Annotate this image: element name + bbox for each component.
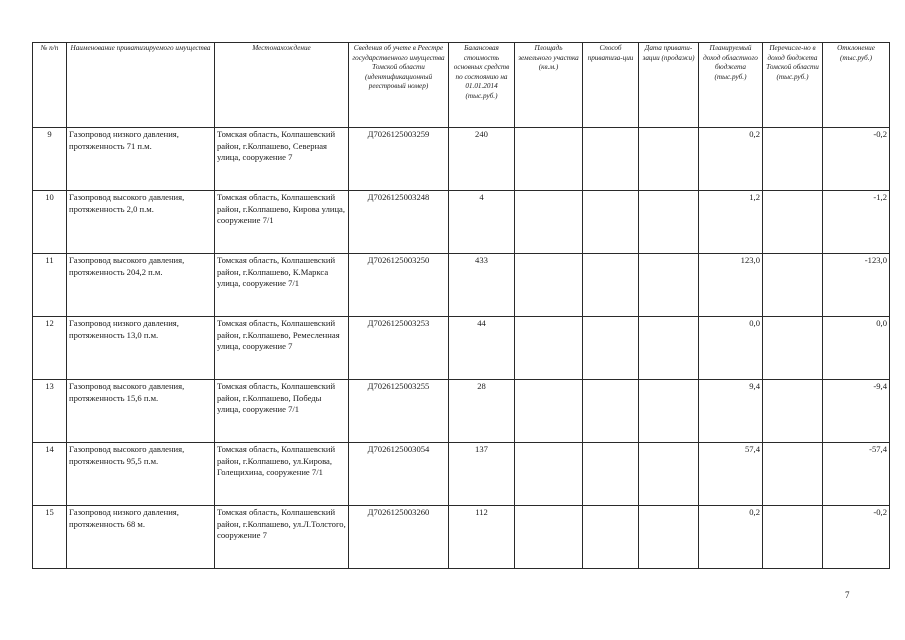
cell-code: Д7026125003260 bbox=[349, 506, 449, 569]
cell-name: Газопровод высокого давления, протяженность 204,2 п.м. bbox=[67, 254, 215, 317]
cell-balance: 28 bbox=[449, 380, 515, 443]
cell-planned: 0,2 bbox=[699, 506, 763, 569]
cell-date bbox=[639, 506, 699, 569]
cell-code: Д7026125003250 bbox=[349, 254, 449, 317]
cell-location: Томская область, Колпашевский район, г.Колпашево, Северная улица, сооружение 7 bbox=[215, 128, 349, 191]
cell-code: Д7026125003248 bbox=[349, 191, 449, 254]
cell-method bbox=[583, 506, 639, 569]
cell-balance: 433 bbox=[449, 254, 515, 317]
table-header-row bbox=[33, 43, 890, 128]
table-row bbox=[33, 254, 890, 317]
cell-deviation: 0,0 bbox=[823, 317, 890, 380]
cell-date bbox=[639, 380, 699, 443]
table-row bbox=[33, 317, 890, 380]
cell-method bbox=[583, 443, 639, 506]
cell-location: Томская область, Колпашевский район, г.Колпашево, Победы улица, сооружение 7/1 bbox=[215, 380, 349, 443]
cell-planned: 1,2 bbox=[699, 191, 763, 254]
cell-name: Газопровод низкого давления, протяженность 13,0 п.м. bbox=[67, 317, 215, 380]
table-row bbox=[33, 506, 890, 569]
cell-method bbox=[583, 128, 639, 191]
cell-location: Томская область, Колпашевский район, г.Колпашево, Ремесленная улица, сооружение 7 bbox=[215, 317, 349, 380]
header-num: № п/п bbox=[33, 43, 67, 128]
cell-planned: 123,0 bbox=[699, 254, 763, 317]
header-registry: Сведения об учете в Реестре государственного имущества Томской области (идентификационный реестровый номер) bbox=[349, 43, 449, 128]
cell-date bbox=[639, 443, 699, 506]
cell-method bbox=[583, 254, 639, 317]
cell-num: 12 bbox=[33, 317, 67, 380]
cell-deviation: -0,2 bbox=[823, 506, 890, 569]
cell-num: 9 bbox=[33, 128, 67, 191]
cell-planned: 0,2 bbox=[699, 128, 763, 191]
cell-transferred bbox=[763, 443, 823, 506]
page-number: 7 bbox=[845, 590, 850, 600]
table-row bbox=[33, 191, 890, 254]
cell-method bbox=[583, 191, 639, 254]
header-location: Местонахождение bbox=[215, 43, 349, 128]
cell-transferred bbox=[763, 128, 823, 191]
cell-deviation: -0,2 bbox=[823, 128, 890, 191]
cell-area bbox=[515, 128, 583, 191]
cell-code: Д7026125003054 bbox=[349, 443, 449, 506]
cell-num: 13 bbox=[33, 380, 67, 443]
table-row bbox=[33, 443, 890, 506]
cell-date bbox=[639, 254, 699, 317]
cell-deviation: -1,2 bbox=[823, 191, 890, 254]
cell-location: Томская область, Колпашевский район, г.Колпашево, ул.Л.Толстого, сооружение 7 bbox=[215, 506, 349, 569]
cell-date bbox=[639, 317, 699, 380]
cell-name: Газопровод высокого давления, протяженность 95,5 п.м. bbox=[67, 443, 215, 506]
cell-date bbox=[639, 128, 699, 191]
cell-transferred bbox=[763, 506, 823, 569]
header-transferred: Перечисле-но в доход бюджета Томской области (тыс.руб.) bbox=[763, 43, 823, 128]
cell-planned: 0,0 bbox=[699, 317, 763, 380]
cell-name: Газопровод высокого давления, протяженность 2,0 п.м. bbox=[67, 191, 215, 254]
cell-code: Д7026125003253 bbox=[349, 317, 449, 380]
cell-balance: 44 bbox=[449, 317, 515, 380]
header-method: Способ приватиза-ции bbox=[583, 43, 639, 128]
table-row bbox=[33, 128, 890, 191]
header-name: Наименование приватизируемого имущества bbox=[67, 43, 215, 128]
cell-deviation: -123,0 bbox=[823, 254, 890, 317]
header-balance: Балансовая стоимость основных средств по состоянию на 01.01.2014 (тыс.руб.) bbox=[449, 43, 515, 128]
privatization-table bbox=[32, 42, 890, 569]
cell-method bbox=[583, 317, 639, 380]
header-planned: Планируемый доход областного бюджета (тыс.руб.) bbox=[699, 43, 763, 128]
cell-num: 10 bbox=[33, 191, 67, 254]
header-date: Дата привати-зации (продажи) bbox=[639, 43, 699, 128]
cell-area bbox=[515, 317, 583, 380]
cell-transferred bbox=[763, 191, 823, 254]
cell-area bbox=[515, 254, 583, 317]
cell-date bbox=[639, 191, 699, 254]
cell-balance: 112 bbox=[449, 506, 515, 569]
cell-area bbox=[515, 443, 583, 506]
cell-planned: 57,4 bbox=[699, 443, 763, 506]
cell-name: Газопровод низкого давления, протяженность 68 м. bbox=[67, 506, 215, 569]
cell-name: Газопровод низкого давления, протяженность 71 п.м. bbox=[67, 128, 215, 191]
cell-location: Томская область, Колпашевский район, г.Колпашево, К.Маркса улица, сооружение 7/1 bbox=[215, 254, 349, 317]
table-row bbox=[33, 380, 890, 443]
cell-num: 15 bbox=[33, 506, 67, 569]
cell-area bbox=[515, 506, 583, 569]
cell-balance: 240 bbox=[449, 128, 515, 191]
privatization-table-sheet bbox=[32, 42, 889, 569]
cell-code: Д7026125003255 bbox=[349, 380, 449, 443]
cell-transferred bbox=[763, 317, 823, 380]
cell-area bbox=[515, 191, 583, 254]
cell-method bbox=[583, 380, 639, 443]
cell-area bbox=[515, 380, 583, 443]
cell-balance: 4 bbox=[449, 191, 515, 254]
cell-transferred bbox=[763, 254, 823, 317]
cell-balance: 137 bbox=[449, 443, 515, 506]
cell-location: Томская область, Колпашевский район, г.Колпашево, Кирова улица, сооружение 7/1 bbox=[215, 191, 349, 254]
header-area: Площадь земельного участка (кв.м.) bbox=[515, 43, 583, 128]
cell-deviation: -57,4 bbox=[823, 443, 890, 506]
cell-num: 14 bbox=[33, 443, 67, 506]
cell-transferred bbox=[763, 380, 823, 443]
cell-name: Газопровод высокого давления, протяженность 15,6 п.м. bbox=[67, 380, 215, 443]
cell-planned: 9,4 bbox=[699, 380, 763, 443]
cell-code: Д7026125003259 bbox=[349, 128, 449, 191]
cell-location: Томская область, Колпашевский район, г.Колпашево, ул.Кирова, Голещихина, сооружение 7/1 bbox=[215, 443, 349, 506]
cell-deviation: -9,4 bbox=[823, 380, 890, 443]
header-deviation: Отклонение (тыс.руб.) bbox=[823, 43, 890, 128]
cell-num: 11 bbox=[33, 254, 67, 317]
